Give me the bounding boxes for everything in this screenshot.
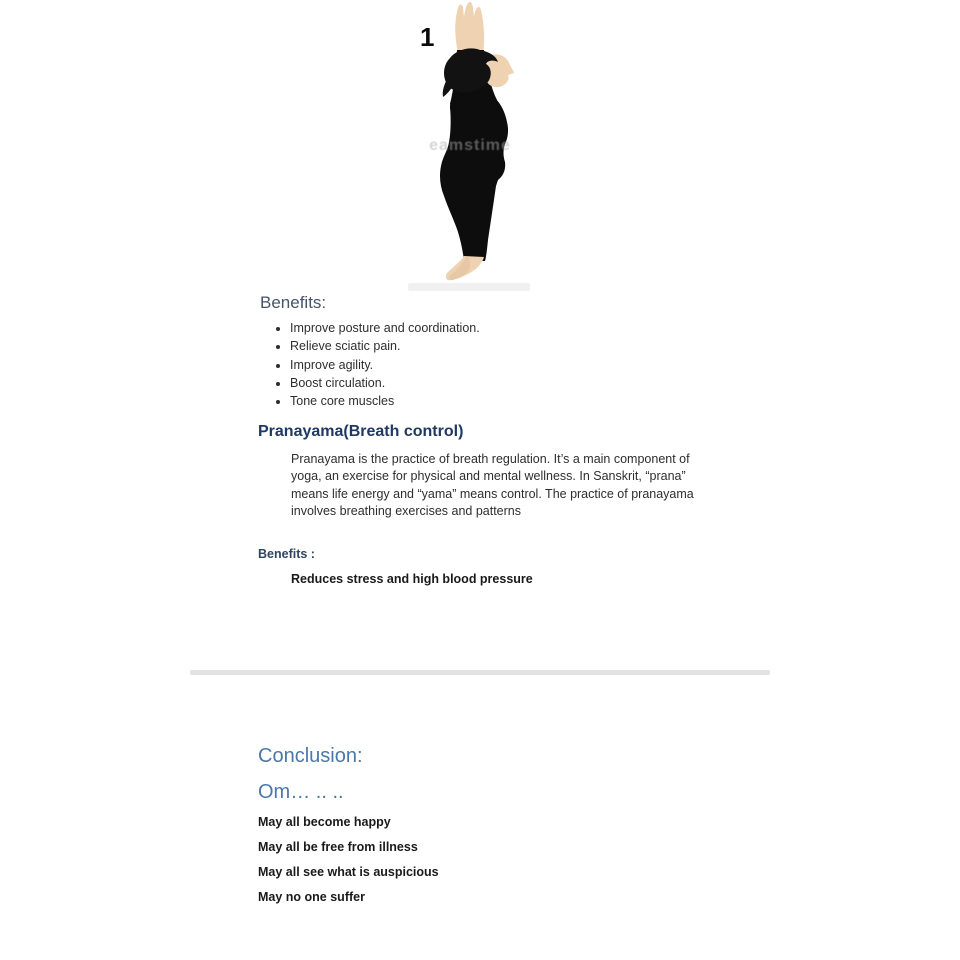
benefits-list	[270, 319, 610, 410]
mantra-line: May all become happy	[258, 815, 391, 829]
stock-photo-watermark: eamstime	[429, 137, 511, 154]
benefit-text: Boost circulation.	[290, 375, 386, 390]
pranayama-benefits-text: Reduces stress and high blood pressure	[291, 572, 533, 586]
pranayama-heading: Pranayama(Breath control)	[258, 423, 464, 440]
benefit-text: Tone core muscles	[290, 394, 395, 409]
figure-step-number: 1	[420, 22, 435, 52]
list-item	[290, 392, 610, 410]
list-item	[290, 319, 610, 337]
conclusion-heading: Conclusion:	[258, 745, 363, 767]
pranayama-paragraph: Pranayama is the practice of breath regulation. It’s a main component of yoga, an exercise for physical and mental wellness. In Sanskrit, “prana” means life energy and “yama” means control. The practice of pranayama involves breathing exercises and patterns	[291, 452, 694, 519]
benefit-text: Improve agility.	[290, 357, 374, 372]
list-item	[290, 337, 610, 355]
pranayama-benefits-heading: Benefits :	[258, 547, 315, 561]
benefits-heading: Benefits:	[260, 293, 327, 312]
benefit-text: Improve posture and coordination.	[290, 321, 480, 335]
mantra-line: May no one suffer	[258, 890, 365, 904]
mantra-line: May all be free from illness	[258, 840, 418, 854]
list-item	[290, 356, 610, 374]
page-break-divider	[190, 670, 770, 675]
om-heading: Om… .. ..	[258, 781, 344, 803]
list-item	[290, 374, 610, 392]
mantra-line: May all see what is auspicious	[258, 865, 439, 879]
benefit-text: Relieve sciatic pain.	[290, 339, 401, 354]
